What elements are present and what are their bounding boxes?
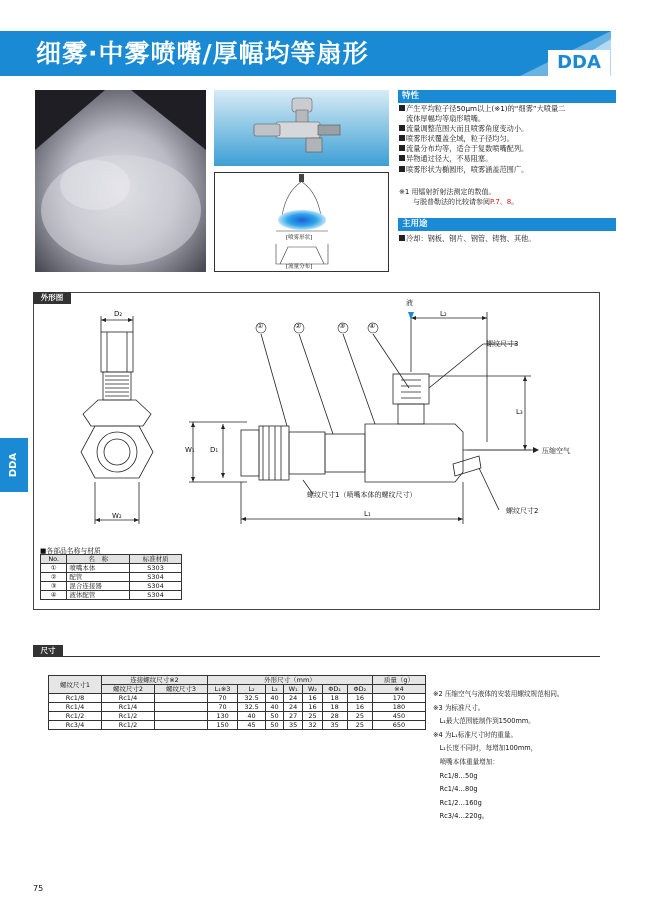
spray-pattern-diagram xyxy=(214,172,389,272)
label-air: 压缩空气 xyxy=(542,447,570,455)
label-n1: ① xyxy=(257,322,264,330)
bullet-square-icon xyxy=(399,155,405,161)
bullet-square-icon xyxy=(399,105,405,111)
label-w1: W₁ xyxy=(185,446,195,454)
dimensions-heading: 尺寸 xyxy=(33,645,63,657)
table-row: ③ 混合连接器 S304 xyxy=(41,582,182,591)
label-l2: L₂ xyxy=(440,310,447,318)
label-thread2: 螺纹尺寸2 xyxy=(506,507,539,515)
usage-text: 冷却：钢板、钢片、钢管、铸物、其他。 xyxy=(399,234,535,244)
label-n4: ④ xyxy=(369,322,376,330)
feature-item: 喷雾形状覆盖全域，粒子径均匀。 xyxy=(399,134,613,144)
nozzle-photo xyxy=(214,90,389,166)
spray-shape-label: [喷雾形状] xyxy=(286,235,313,241)
feature-item: 流量调整范围大而且喷雾角度变动小。 xyxy=(399,124,613,134)
bullet-square-icon xyxy=(399,135,405,141)
product-code: DDA xyxy=(557,52,601,73)
table-row: ① 喷嘴本体 S303 xyxy=(41,564,182,573)
page-reference-link[interactable]: P.7、8 xyxy=(490,198,512,206)
table-row: ② 配管 S304 xyxy=(41,573,182,582)
feature-item: 喷雾形状为椭圆形，喷雾涵盖范围广。 xyxy=(399,165,613,175)
bullet-square-icon xyxy=(399,125,405,131)
flow-distribution-label: [流量分布] xyxy=(286,264,313,270)
feature-item: 产生平均粒子径50μm以上(※1)的“细雾”大喷量二 xyxy=(399,104,613,114)
label-l3: L₃ xyxy=(516,408,523,416)
features-list xyxy=(399,104,613,175)
label-w2: W₂ xyxy=(112,512,122,520)
table-row: Rc1/2 Rc1/2 130 40 50 27 25 28 25 450 xyxy=(49,712,426,721)
features-heading: 特性 xyxy=(398,90,616,103)
table-row: ④ 液体配管 S304 xyxy=(41,591,182,600)
table-row: Rc1/4 Rc1/4 70 32.5 40 24 16 18 16 180 xyxy=(49,703,426,712)
table-row: Rc1/8 Rc1/4 70 32.5 40 24 16 18 16 170 xyxy=(49,694,426,703)
outline-heading: 外形图 xyxy=(33,292,71,304)
dimension-notes: ※2 压缩空气与液体的安装用螺纹规范相同。 ※3 为标准尺寸。 L₁最大范围能制作到1500mm。 ※4 为L₁标准尺寸时的重量。 L₁长度不同时，每增加100mm， 喷嘴本体重量增加： Rc1/8…50g Rc1/4…80g Rc1/2…160g Rc3/4…220g。 xyxy=(433,690,564,821)
divider xyxy=(33,656,600,657)
feature-item: 异物通过径大，不易阻塞。 xyxy=(399,154,613,164)
parts-caption: ■各部品名称与材质 xyxy=(40,547,101,555)
feature-item: 流体厚幅均等扇形喷嘴。 xyxy=(406,114,486,124)
page-number: 75 xyxy=(33,884,44,893)
page-title: 细雾·中雾喷嘴/厚幅均等扇形 xyxy=(36,39,369,68)
parts-table: No. 名 称 标准材质 ① 喷嘴本体 S303 ② 配管 S304 ③ 混合连接器 S304 ④ 液体配管 S304 xyxy=(40,554,182,600)
label-d2: D₂ xyxy=(114,310,123,318)
table-row: Rc3/4 Rc1/2 150 45 50 35 32 35 25 650 xyxy=(49,721,426,730)
label-thread3: 螺纹尺寸3 xyxy=(486,340,519,348)
label-thread1: 螺纹尺寸1（喷嘴本体的螺纹尺寸） xyxy=(307,491,417,499)
outline-drawing xyxy=(33,292,600,542)
label-liquid: 液 xyxy=(406,299,413,307)
footnote: ※1 用镭射折射法测定的数值。 与脱普勒法的比较请参阅P.7、8。 xyxy=(399,188,519,206)
label-l1: L₁ xyxy=(364,510,371,518)
feature-item: 流量分布均等，适合于复数喷嘴配列。 xyxy=(399,144,613,154)
usage-heading: 主用途 xyxy=(398,218,616,231)
label-d1: D₁ xyxy=(210,446,219,454)
bullet-square-icon xyxy=(399,145,405,151)
label-n3: ③ xyxy=(339,322,346,330)
dimensions-table: 螺纹尺寸1 连接螺纹尺寸※2 外形尺寸（mm） 质量（g） 螺纹尺寸2 螺纹尺寸3 L₁※3 L₂ L₃ W₁ W₂ ΦD₁ ΦD₂ ※4 Rc1/8 Rc1/4 70 32.5 40 24 16 18 16 170 Rc1/4 Rc1/4 70 32.5 40 24 16 18 16 180 Rc1/2 Rc1/2 130 40 50 27 25 28 25 450 Rc3/4 Rc1/2 150 45 50 35 32 35 25 650 xyxy=(48,675,426,730)
bullet-square-icon xyxy=(399,166,405,172)
label-n2: ② xyxy=(295,322,302,330)
bullet-square-icon xyxy=(399,235,405,241)
spray-photo xyxy=(35,90,206,272)
side-tab: DDA xyxy=(0,438,28,492)
